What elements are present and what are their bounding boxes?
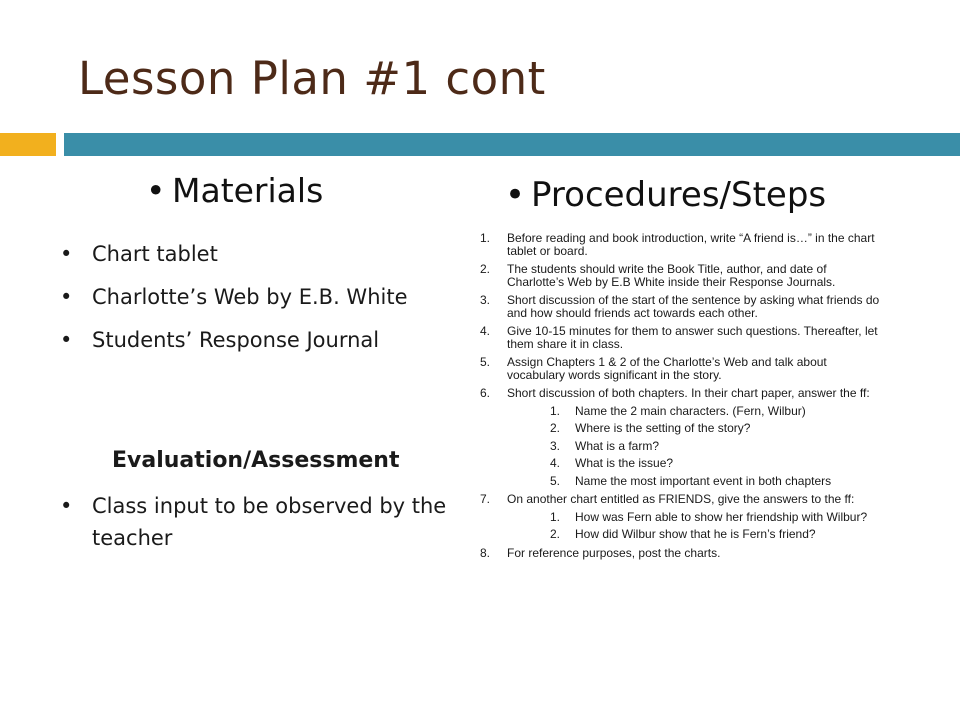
sub-step-item: 4. What is the issue? (550, 456, 674, 470)
materials-heading-text: Materials (172, 171, 324, 210)
list-item: • Chart tablet (60, 238, 450, 270)
sub-step-item: 3. What is a farm? (550, 438, 660, 453)
accent-bar-gold (0, 133, 56, 156)
sub-steps-list (507, 405, 880, 488)
materials-heading (146, 171, 323, 210)
step-item: 8. For reference purposes, post the charts. (480, 545, 721, 560)
sub-step-item: 1. Name the 2 main characters. (Fern, Wilbur) (550, 403, 806, 418)
step-item: 7. On another chart entitled as FRIENDS, give the answers to the ff: 1. How was Fern able to show her friendship with Wilbur? 2. How did Wilbur show that he is Fern’s friend? (480, 493, 880, 541)
sub-step-item: 2. Where is the setting of the story? (550, 421, 751, 435)
step-item: 4. Give 10-15 minutes for them to answer such questions. Thereafter, let them share it in class. (480, 324, 878, 351)
sub-step-item: 5. Name the most important event in both chapters (550, 473, 832, 488)
accent-bar-teal (64, 133, 960, 156)
sub-steps-list (507, 511, 880, 541)
materials-list (60, 238, 450, 367)
list-item: • Students’ Response Journal (60, 324, 450, 356)
procedures-heading-text: Procedures/Steps (531, 175, 827, 215)
step-item: 5. Assign Chapters 1 & 2 of the Charlotte’s Web and talk about vocabulary words significant in the story. (480, 355, 827, 382)
step-item: 1. Before reading and book introduction, write “A friend is…” in the chart tablet or board. (480, 231, 875, 258)
evaluation-list (60, 490, 450, 554)
bullet-icon: • (505, 175, 526, 215)
slide-title: Lesson Plan #1 cont (78, 52, 546, 105)
evaluation-heading: Evaluation/Assessment (112, 448, 400, 473)
list-item: • Charlotte’s Web by E.B. White (60, 281, 450, 313)
procedures-heading (505, 175, 826, 215)
bullet-icon: • (146, 171, 166, 210)
list-item: • Class input to be observed by the teacher (60, 490, 450, 554)
step-item: 2. The students should write the Book Title, author, and date of Charlotte’s Web by E.B White inside their Response Journals. (480, 262, 836, 289)
procedures-steps-list (480, 232, 880, 565)
sub-step-item: 1. How was Fern able to show her friendship with Wilbur? (550, 509, 868, 524)
sub-step-item: 2. How did Wilbur show that he is Fern’s friend? (550, 527, 816, 541)
step-item: 6. Short discussion of both chapters. In their chart paper, answer the ff: 1. Name the 2 main characters. (Fern, Wilbur) 2. Where is the setting of the story? 3. What is a farm? 4. What is the issue? 5. Name the most important event in both chapters (480, 387, 880, 487)
step-item: 3. Short discussion of the start of the sentence by asking what friends do and how should friends act towards each other. (480, 293, 880, 320)
